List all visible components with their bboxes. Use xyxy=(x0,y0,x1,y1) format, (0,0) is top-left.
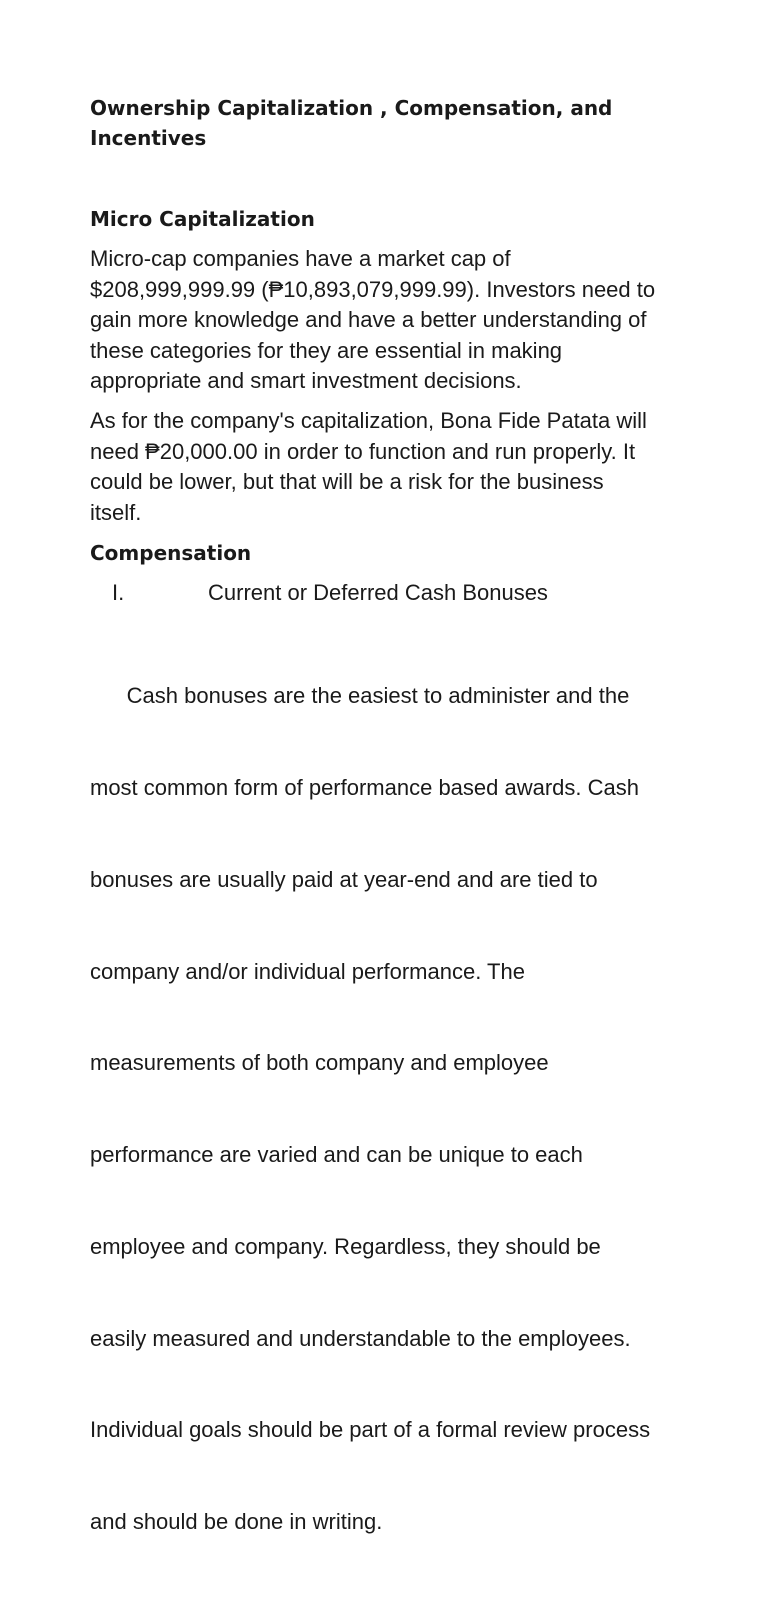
paragraph-line: measurements of both company and employee xyxy=(90,1050,549,1076)
title-line: Ownership Capitalization , Compensation, and xyxy=(90,96,613,120)
paragraph-line: need ₱20,000.00 in order to function and run properly. It xyxy=(90,438,636,464)
list-item-text: Current or Deferred Cash Bonuses xyxy=(208,580,548,605)
compensation-paragraph xyxy=(90,620,690,1599)
paragraph-line: these categories for they are essential in making xyxy=(90,337,563,363)
paragraph-line: gain more knowledge and have a better understanding of xyxy=(90,307,647,333)
paragraph-line: easily measured and understandable to the employees. xyxy=(90,1325,631,1351)
paragraph-line: appropriate and smart investment decisions. xyxy=(90,368,522,394)
title-line: Incentives xyxy=(90,126,207,150)
paragraph-line: most common form of performance based awards. Cash xyxy=(90,774,640,800)
paragraph-line: Micro-cap companies have a market cap of xyxy=(90,246,511,271)
micro-cap-paragraph-1 xyxy=(90,244,690,397)
list-item-number: I. xyxy=(112,580,125,605)
paragraph-line: $208,999,999.99 (₱10,893,079,999.99). Investors need to xyxy=(90,276,656,302)
paragraph-line: employee and company. Regardless, they should be xyxy=(90,1233,601,1259)
document-title xyxy=(90,93,650,153)
paragraph-line: and should be done in writing. xyxy=(90,1509,383,1535)
section-heading-compensation: Compensation xyxy=(90,541,252,565)
paragraph-line: bonuses are usually paid at year-end and are tied to xyxy=(90,866,598,892)
paragraph-line: performance are varied and can be unique to each xyxy=(90,1142,583,1168)
section-heading-micro-capitalization: Micro Capitalization xyxy=(90,207,315,231)
paragraph-line: itself. xyxy=(90,499,142,525)
micro-cap-paragraph-2 xyxy=(90,406,690,528)
paragraph-line: As for the company's capitalization, Bona Fide Patata will xyxy=(90,408,647,433)
paragraph-line: Individual goals should be part of a formal review process xyxy=(90,1417,651,1443)
paragraph-line: company and/or individual performance. The xyxy=(90,958,525,984)
paragraph-line: could be lower, but that will be a risk for the business xyxy=(90,469,604,495)
paragraph-line: Cash bonuses are the easiest to administer and the xyxy=(90,683,630,709)
